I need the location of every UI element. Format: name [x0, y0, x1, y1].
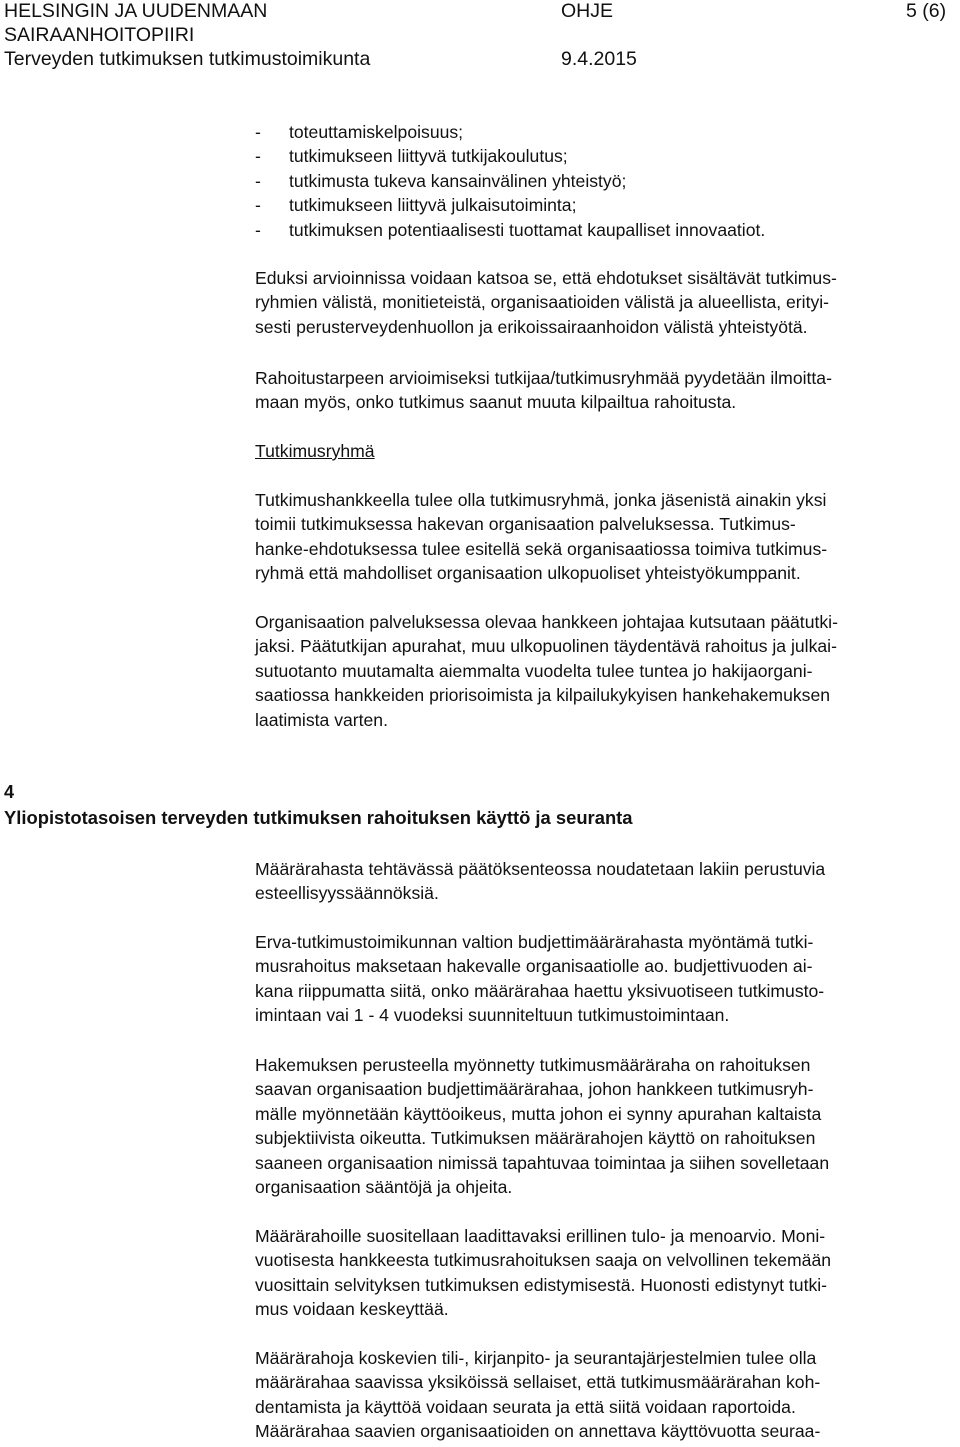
paragraph-line: Erva-tutkimustoimikunnan valtion budjettimäärärahasta myöntämä tutki-: [255, 932, 814, 952]
header-date: 9.4.2015: [561, 48, 637, 70]
paragraph-line: esteellisyyssäännöksiä.: [255, 883, 439, 904]
paragraph-line: kana riippumatta siitä, onko määrärahaa haettu yksivuotiseen tutkimusto-: [255, 980, 825, 1001]
list-item-text: toteuttamiskelpoisuus;: [289, 122, 464, 142]
header-doc-type: OHJE: [561, 0, 614, 22]
header-org-line3: Terveyden tutkimuksen tutkimustoimikunta: [4, 48, 371, 70]
paragraph-line: mus voidaan keskeyttää.: [255, 1299, 449, 1320]
header-org-line2: SAIRAANHOITOPIIRI: [4, 24, 195, 46]
paragraph-line: määrärahaa saavissa yksiköissä sellaiset, että tutkimusmäärärahan koh-: [255, 1372, 821, 1393]
paragraph-line: organisaation sääntöjä ja ohjeita.: [255, 1177, 513, 1198]
paragraph-line: dentamista ja käyttöä voidaan seurata ja että siitä voidaan raportoida.: [255, 1396, 796, 1417]
list-item-text: tutkimusta tukeva kansainvälinen yhteistyö;: [289, 170, 627, 191]
paragraph-line: Eduksi arvioinnissa voidaan katsoa se, että ehdotukset sisältävät tutkimus-: [255, 268, 837, 288]
list-item: [255, 218, 960, 242]
paragraph-line: Määrärahasta tehtävässä päätöksenteossa noudatetaan lakiin perustuvia: [255, 859, 826, 879]
paragraph-line: Rahoitustarpeen arvioimiseksi tutkijaa/tutkimusryhmää pyydetään ilmoitta-: [255, 368, 832, 388]
header-page-number: 5 (6): [906, 0, 947, 22]
paragraph-line: imintaan vai 1 - 4 vuodeksi suunniteltuun tutkimustoimintaan.: [255, 1005, 730, 1026]
paragraph-maararahasta: [255, 857, 960, 906]
paragraph-line: Organisaation palveluksessa olevaa hankkeen johtajaa kutsutaan päätutki-: [255, 612, 838, 632]
paragraph-line: Määrärahaa saavien organisaatioiden on annettava käyttövuotta seuraa-: [255, 1421, 821, 1442]
list-item: [255, 120, 960, 144]
paragraph-line: Määrärahoja koskevien tili-, kirjanpito- ja seurantajärjestelmien tulee olla: [255, 1348, 817, 1368]
paragraph-erva: [255, 930, 960, 1028]
subheading: Tutkimusryhmä: [255, 441, 375, 461]
list-dash: -: [255, 146, 261, 167]
paragraph-line: mälle myönnetään käyttöoikeus, mutta johon ei synny apurahan kaltaista: [255, 1103, 822, 1124]
paragraph-ryhma: [255, 488, 960, 586]
paragraph-line: Hakemuksen perusteella myönnetty tutkimusmääräraha on rahoituksen: [255, 1055, 811, 1075]
subheading-tutkimusryhma-block: [255, 439, 960, 463]
paragraph-line: subjektiivista oikeutta. Tutkimuksen määrärahojen käyttö on rahoituksen: [255, 1128, 816, 1149]
paragraph-line: saaneen organisaation nimissä tapahtuvaa toimintaa ja siihen sovelletaan: [255, 1152, 830, 1173]
paragraph-eduksi: [255, 266, 960, 339]
list-item: [255, 169, 960, 193]
list-item-text: tutkimuksen potentiaalisesti tuottamat kaupalliset innovaatiot.: [289, 219, 766, 240]
paragraph-line: ryhmien välistä, monitieteistä, organisaatioiden välistä ja alueellista, erityi-: [255, 292, 830, 313]
paragraph-line: saavan organisaation budjettimäärärahaa, johon hankkeen tutkimusryh-: [255, 1079, 814, 1100]
paragraph-line: sesti perusterveydenhuollon ja erikoissairaanhoidon välistä yhteistyötä.: [255, 316, 808, 337]
paragraph-line: vuosittain selvityksen tutkimuksen edistymisestä. Huonosti edistynyt tutki-: [255, 1274, 828, 1295]
paragraph-line: Tutkimushankkeella tulee olla tutkimusryhmä, jonka jäsenistä ainakin yksi: [255, 490, 827, 510]
paragraph-line: maan myös, onko tutkimus saanut muuta kilpailtua rahoitusta.: [255, 392, 737, 413]
list-dash: -: [255, 219, 261, 240]
list-item: [255, 193, 960, 217]
paragraph-kirjanpito: [255, 1346, 960, 1444]
list-dash: -: [255, 195, 261, 216]
paragraph-line: jaksi. Päätutkijan apurahat, muu ulkopuolinen täydentävä rahoitus ja julkai-: [255, 636, 837, 657]
paragraph-budjetti: [255, 1224, 960, 1322]
paragraph-line: laatimista varten.: [255, 709, 388, 730]
section-title: Yliopistotasoisen terveyden tutkimuksen rahoituksen käyttö ja seuranta: [4, 807, 633, 828]
header-org-line1: HELSINGIN JA UUDENMAAN: [4, 0, 268, 22]
paragraph-line: musrahoitus maksetaan hakevalle organisaatiolle ao. budjettivuoden ai-: [255, 956, 813, 977]
list-dash: -: [255, 170, 261, 191]
section-number: 4: [4, 782, 15, 802]
paragraph-line: hanke-ehdotuksessa tulee esitellä sekä organisaatiossa toimiva tutkimus-: [255, 538, 828, 559]
paragraph-johtaja: [255, 610, 960, 732]
list-item-text: tutkimukseen liittyvä tutkijakoulutus;: [289, 146, 568, 167]
body-block-upper: [255, 120, 960, 242]
list-item-text: tutkimukseen liittyvä julkaisutoiminta;: [289, 195, 577, 216]
criteria-list: [255, 120, 960, 242]
paragraph-line: sutuotanto muutamalta aiemmalta vuodelta tulee tuntea jo hakijaorgani-: [255, 660, 813, 681]
paragraph-line: ryhmä että mahdolliset organisaation ulkopuoliset yhteistyökumppanit.: [255, 563, 801, 584]
paragraph-line: Määrärahoille suositellaan laadittavaksi erillinen tulo- ja menoarvio. Moni-: [255, 1226, 826, 1246]
paragraph-line: toimii tutkimuksessa hakevan organisaation palveluksessa. Tutkimus-: [255, 514, 796, 535]
paragraph-rahoitus: [255, 366, 960, 415]
paragraph-line: saatiossa hankkeiden priorisoimista ja kilpailukykyisen hankehakemuksen: [255, 685, 831, 706]
list-item: [255, 144, 960, 168]
paragraph-line: vuotisesta hankkeesta tutkimusrahoituksen saaja on velvollinen tekemään: [255, 1250, 832, 1271]
paragraph-hakemuksen: [255, 1053, 960, 1199]
list-dash: -: [255, 122, 261, 142]
